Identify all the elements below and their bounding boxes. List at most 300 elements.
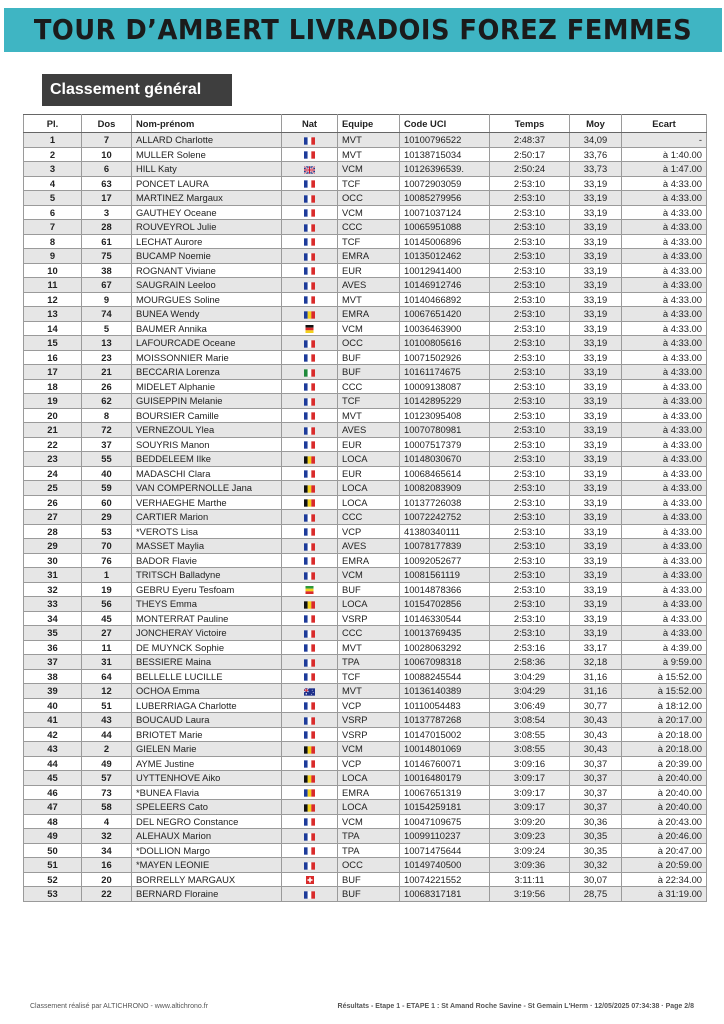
cell-time: 3:09:16 — [490, 756, 570, 771]
cell-name: BECCARIA Lorenza — [132, 365, 282, 380]
cell-gap: à 4:33.00 — [622, 539, 707, 554]
nationality-flag-icon — [282, 858, 338, 873]
table-header-row — [24, 115, 707, 133]
cell-time: 2:53:10 — [490, 423, 570, 438]
table-row — [24, 742, 707, 757]
cell-bib: 75 — [82, 249, 132, 264]
cell-time: 2:53:10 — [490, 307, 570, 322]
cell-bib: 56 — [82, 597, 132, 612]
cell-bib: 9 — [82, 292, 132, 307]
nationality-flag-icon — [282, 771, 338, 786]
cell-time: 2:53:10 — [490, 524, 570, 539]
cell-name: HILL Katy — [132, 162, 282, 177]
cell-average: 33,19 — [570, 379, 622, 394]
cell-gap: à 4:33.00 — [622, 626, 707, 641]
cell-name: BUNEA Wendy — [132, 307, 282, 322]
cell-name: MIDELET Alphanie — [132, 379, 282, 394]
table-row — [24, 481, 707, 496]
nationality-flag-icon — [282, 394, 338, 409]
cell-team: VSRP — [338, 727, 400, 742]
cell-name: SPELEERS Cato — [132, 800, 282, 815]
nationality-flag-icon — [282, 829, 338, 844]
cell-team: TCF — [338, 176, 400, 191]
cell-team: MVT — [338, 147, 400, 162]
cell-average: 33,19 — [570, 495, 622, 510]
cell-time: 3:09:23 — [490, 829, 570, 844]
cell-bib: 22 — [82, 887, 132, 902]
cell-gap: à 20:18.00 — [622, 727, 707, 742]
cell-name: PONCET LAURA — [132, 176, 282, 191]
cell-average: 33,19 — [570, 408, 622, 423]
cell-place: 28 — [24, 524, 82, 539]
cell-name: DEL NEGRO Constance — [132, 814, 282, 829]
table-row — [24, 713, 707, 728]
table-row — [24, 394, 707, 409]
cell-average: 33,76 — [570, 147, 622, 162]
cell-average: 30,43 — [570, 727, 622, 742]
cell-time: 3:09:36 — [490, 858, 570, 873]
cell-team: LOCA — [338, 495, 400, 510]
cell-name: MADASCHI Clara — [132, 466, 282, 481]
cell-time: 2:53:10 — [490, 205, 570, 220]
table-row — [24, 611, 707, 626]
nationality-flag-icon — [282, 350, 338, 365]
cell-average: 33,19 — [570, 176, 622, 191]
table-row — [24, 321, 707, 336]
table-row — [24, 423, 707, 438]
cell-team: VCP — [338, 698, 400, 713]
cell-gap: à 4:33.00 — [622, 568, 707, 583]
cell-average: 33,19 — [570, 626, 622, 641]
cell-uci-code: 10082083909 — [400, 481, 490, 496]
cell-team: EMRA — [338, 553, 400, 568]
cell-time: 3:06:49 — [490, 698, 570, 713]
cell-average: 33,19 — [570, 524, 622, 539]
cell-name: BEDDELEEM Ilke — [132, 452, 282, 467]
table-row — [24, 263, 707, 278]
cell-name: JONCHERAY Victoire — [132, 626, 282, 641]
cell-name: OCHOA Emma — [132, 684, 282, 699]
cell-time: 2:53:10 — [490, 234, 570, 249]
cell-gap: à 15:52.00 — [622, 669, 707, 684]
cell-gap: à 20:40.00 — [622, 800, 707, 815]
table-row — [24, 568, 707, 583]
cell-average: 33,19 — [570, 336, 622, 351]
cell-bib: 2 — [82, 742, 132, 757]
cell-average: 31,16 — [570, 669, 622, 684]
cell-place: 10 — [24, 263, 82, 278]
cell-bib: 72 — [82, 423, 132, 438]
nationality-flag-icon — [282, 785, 338, 800]
cell-uci-code: 10161174675 — [400, 365, 490, 380]
nationality-flag-icon — [282, 800, 338, 815]
cell-gap: à 4:33.00 — [622, 292, 707, 307]
nationality-flag-icon — [282, 524, 338, 539]
table-row — [24, 191, 707, 206]
cell-gap: à 20:40.00 — [622, 771, 707, 786]
cell-place: 17 — [24, 365, 82, 380]
cell-bib: 11 — [82, 640, 132, 655]
cell-place: 8 — [24, 234, 82, 249]
cell-place: 40 — [24, 698, 82, 713]
cell-average: 33,19 — [570, 539, 622, 554]
cell-bib: 57 — [82, 771, 132, 786]
cell-name: UYTTENHOVE Aiko — [132, 771, 282, 786]
cell-name: GUISEPPIN Melanie — [132, 394, 282, 409]
cell-time: 3:04:29 — [490, 684, 570, 699]
cell-name: GEBRU Eyeru Tesfoam — [132, 582, 282, 597]
cell-uci-code: 10081561119 — [400, 568, 490, 583]
cell-place: 51 — [24, 858, 82, 873]
cell-uci-code: 10126396539. — [400, 162, 490, 177]
cell-team: BUF — [338, 872, 400, 887]
cell-time: 2:50:17 — [490, 147, 570, 162]
cell-bib: 26 — [82, 379, 132, 394]
cell-team: OCC — [338, 858, 400, 873]
cell-name: SOUYRIS Manon — [132, 437, 282, 452]
cell-average: 33,19 — [570, 292, 622, 307]
cell-uci-code: 10123095408 — [400, 408, 490, 423]
cell-bib: 21 — [82, 365, 132, 380]
cell-uci-code: 10146760071 — [400, 756, 490, 771]
table-row — [24, 147, 707, 162]
cell-uci-code: 10100805616 — [400, 336, 490, 351]
cell-gap: à 1:40.00 — [622, 147, 707, 162]
column-header-time: Temps — [490, 115, 570, 133]
cell-bib: 3 — [82, 205, 132, 220]
cell-uci-code: 10071037124 — [400, 205, 490, 220]
cell-time: 3:08:54 — [490, 713, 570, 728]
cell-time: 3:08:55 — [490, 742, 570, 757]
table-row — [24, 597, 707, 612]
nationality-flag-icon — [282, 698, 338, 713]
nationality-flag-icon — [282, 321, 338, 336]
cell-place: 34 — [24, 611, 82, 626]
cell-gap: à 4:33.00 — [622, 365, 707, 380]
cell-uci-code: 10074221552 — [400, 872, 490, 887]
cell-time: 2:53:10 — [490, 379, 570, 394]
cell-time: 2:53:10 — [490, 263, 570, 278]
cell-place: 1 — [24, 133, 82, 148]
cell-bib: 23 — [82, 350, 132, 365]
cell-average: 33,19 — [570, 597, 622, 612]
nationality-flag-icon — [282, 887, 338, 902]
cell-bib: 60 — [82, 495, 132, 510]
cell-average: 33,19 — [570, 437, 622, 452]
cell-bib: 55 — [82, 452, 132, 467]
cell-time: 3:09:24 — [490, 843, 570, 858]
table-row — [24, 785, 707, 800]
cell-name: VERNEZOUL Ylea — [132, 423, 282, 438]
nationality-flag-icon — [282, 234, 338, 249]
table-row — [24, 249, 707, 264]
cell-uci-code: 10146912746 — [400, 278, 490, 293]
cell-uci-code: 10036463900 — [400, 321, 490, 336]
cell-average: 33,19 — [570, 611, 622, 626]
cell-time: 2:50:24 — [490, 162, 570, 177]
table-row — [24, 510, 707, 525]
cell-average: 33,19 — [570, 278, 622, 293]
cell-place: 6 — [24, 205, 82, 220]
cell-gap: à 4:33.00 — [622, 582, 707, 597]
cell-place: 19 — [24, 394, 82, 409]
table-row — [24, 307, 707, 322]
cell-average: 30,07 — [570, 872, 622, 887]
cell-team: MVT — [338, 684, 400, 699]
cell-time: 2:53:10 — [490, 336, 570, 351]
cell-time: 3:11:11 — [490, 872, 570, 887]
cell-team: LOCA — [338, 800, 400, 815]
cell-team: LOCA — [338, 771, 400, 786]
cell-gap: à 4:33.00 — [622, 321, 707, 336]
cell-name: LECHAT Aurore — [132, 234, 282, 249]
cell-bib: 59 — [82, 481, 132, 496]
cell-uci-code: 10099110237 — [400, 829, 490, 844]
cell-team: VSRP — [338, 611, 400, 626]
nationality-flag-icon — [282, 872, 338, 887]
cell-bib: 7 — [82, 133, 132, 148]
cell-place: 31 — [24, 568, 82, 583]
cell-place: 43 — [24, 742, 82, 757]
column-header-average: Moy — [570, 115, 622, 133]
cell-average: 33,19 — [570, 249, 622, 264]
cell-team: VSRP — [338, 713, 400, 728]
cell-team: VCM — [338, 814, 400, 829]
cell-team: CCC — [338, 220, 400, 235]
cell-average: 33,17 — [570, 640, 622, 655]
cell-average: 31,16 — [570, 684, 622, 699]
table-row — [24, 278, 707, 293]
cell-team: MVT — [338, 408, 400, 423]
cell-place: 9 — [24, 249, 82, 264]
cell-time: 2:53:10 — [490, 437, 570, 452]
cell-uci-code: 10136140389 — [400, 684, 490, 699]
footer-info: Résultats - Etape 1 - ETAPE 1 : St Amand Roche Savine - St Gemain L'Herm · 12/05/2025 07:34:38 · Page 2/8 — [337, 1003, 694, 1010]
table-row — [24, 452, 707, 467]
cell-bib: 64 — [82, 669, 132, 684]
nationality-flag-icon — [282, 408, 338, 423]
cell-gap: à 4:33.00 — [622, 510, 707, 525]
cell-team: EUR — [338, 263, 400, 278]
nationality-flag-icon — [282, 379, 338, 394]
cell-uci-code: 10145006896 — [400, 234, 490, 249]
table-row — [24, 408, 707, 423]
cell-time: 2:53:10 — [490, 278, 570, 293]
cell-place: 7 — [24, 220, 82, 235]
table-row — [24, 539, 707, 554]
cell-team: EMRA — [338, 785, 400, 800]
nationality-flag-icon — [282, 510, 338, 525]
cell-uci-code: 10137726038 — [400, 495, 490, 510]
cell-name: DE MUYNCK Sophie — [132, 640, 282, 655]
cell-gap: à 20:46.00 — [622, 829, 707, 844]
cell-place: 3 — [24, 162, 82, 177]
cell-name: MASSET Maylia — [132, 539, 282, 554]
cell-team: CCC — [338, 510, 400, 525]
cell-uci-code: 10138715034 — [400, 147, 490, 162]
table-row — [24, 872, 707, 887]
cell-average: 30,77 — [570, 698, 622, 713]
cell-time: 3:09:17 — [490, 771, 570, 786]
cell-gap: à 4:39.00 — [622, 640, 707, 655]
cell-team: TPA — [338, 829, 400, 844]
cell-place: 30 — [24, 553, 82, 568]
nationality-flag-icon — [282, 582, 338, 597]
cell-average: 34,09 — [570, 133, 622, 148]
cell-team: EMRA — [338, 249, 400, 264]
cell-time: 2:53:10 — [490, 408, 570, 423]
nationality-flag-icon — [282, 568, 338, 583]
cell-place: 11 — [24, 278, 82, 293]
cell-place: 49 — [24, 829, 82, 844]
cell-bib: 16 — [82, 858, 132, 873]
nationality-flag-icon — [282, 843, 338, 858]
cell-team: LOCA — [338, 452, 400, 467]
cell-uci-code: 10068317181 — [400, 887, 490, 902]
cell-average: 33,19 — [570, 394, 622, 409]
cell-place: 46 — [24, 785, 82, 800]
table-row — [24, 814, 707, 829]
cell-name: ROGNANT Viviane — [132, 263, 282, 278]
cell-place: 36 — [24, 640, 82, 655]
cell-gap: à 20:43.00 — [622, 814, 707, 829]
cell-gap: à 4:33.00 — [622, 408, 707, 423]
cell-place: 13 — [24, 307, 82, 322]
cell-name: BRIOTET Marie — [132, 727, 282, 742]
cell-place: 38 — [24, 669, 82, 684]
cell-uci-code: 10013769435 — [400, 626, 490, 641]
cell-name: MARTINEZ Margaux — [132, 191, 282, 206]
cell-gap: à 1:47.00 — [622, 162, 707, 177]
cell-place: 53 — [24, 887, 82, 902]
cell-place: 25 — [24, 481, 82, 496]
cell-average: 33,19 — [570, 191, 622, 206]
cell-uci-code: 10140466892 — [400, 292, 490, 307]
cell-name: AYME Justine — [132, 756, 282, 771]
cell-bib: 58 — [82, 800, 132, 815]
nationality-flag-icon — [282, 191, 338, 206]
cell-time: 3:09:17 — [490, 785, 570, 800]
cell-bib: 31 — [82, 655, 132, 670]
cell-team: LOCA — [338, 597, 400, 612]
cell-team: VCP — [338, 756, 400, 771]
header-banner — [4, 8, 722, 52]
nationality-flag-icon — [282, 655, 338, 670]
table-row — [24, 292, 707, 307]
cell-team: BUF — [338, 887, 400, 902]
cell-name: ALEHAUX Marion — [132, 829, 282, 844]
cell-uci-code: 10154702856 — [400, 597, 490, 612]
cell-name: BORRELLY MARGAUX — [132, 872, 282, 887]
cell-bib: 61 — [82, 234, 132, 249]
cell-name: *BUNEA Flavia — [132, 785, 282, 800]
cell-team: BUF — [338, 365, 400, 380]
cell-average: 33,19 — [570, 234, 622, 249]
cell-bib: 12 — [82, 684, 132, 699]
cell-average: 30,37 — [570, 771, 622, 786]
nationality-flag-icon — [282, 263, 338, 278]
cell-team: TCF — [338, 234, 400, 249]
cell-uci-code: 10028063292 — [400, 640, 490, 655]
cell-place: 41 — [24, 713, 82, 728]
column-header-nationality: Nat — [282, 115, 338, 133]
cell-place: 16 — [24, 350, 82, 365]
cell-gap: à 18:12.00 — [622, 698, 707, 713]
nationality-flag-icon — [282, 437, 338, 452]
nationality-flag-icon — [282, 756, 338, 771]
cell-time: 3:04:29 — [490, 669, 570, 684]
cell-gap: à 4:33.00 — [622, 466, 707, 481]
nationality-flag-icon — [282, 176, 338, 191]
cell-team: VCM — [338, 568, 400, 583]
cell-bib: 19 — [82, 582, 132, 597]
cell-uci-code: 10154259181 — [400, 800, 490, 815]
cell-uci-code: 10078177839 — [400, 539, 490, 554]
cell-time: 2:53:10 — [490, 292, 570, 307]
cell-time: 3:09:20 — [490, 814, 570, 829]
cell-time: 2:53:10 — [490, 394, 570, 409]
cell-average: 33,19 — [570, 452, 622, 467]
table-row — [24, 553, 707, 568]
table-row — [24, 887, 707, 902]
table-row — [24, 133, 707, 148]
cell-gap: - — [622, 133, 707, 148]
page-title: TOUR D’AMBERT LIVRADOIS FOREZ FEMMES — [33, 13, 693, 46]
nationality-flag-icon — [282, 278, 338, 293]
nationality-flag-icon — [282, 640, 338, 655]
cell-time: 2:53:10 — [490, 466, 570, 481]
cell-gap: à 4:33.00 — [622, 191, 707, 206]
nationality-flag-icon — [282, 553, 338, 568]
table-row — [24, 350, 707, 365]
cell-uci-code: 10070780981 — [400, 423, 490, 438]
cell-bib: 27 — [82, 626, 132, 641]
cell-name: MOURGUES Soline — [132, 292, 282, 307]
table-row — [24, 843, 707, 858]
cell-time: 2:53:10 — [490, 495, 570, 510]
cell-time: 2:53:10 — [490, 481, 570, 496]
cell-team: VCM — [338, 205, 400, 220]
cell-bib: 40 — [82, 466, 132, 481]
cell-bib: 6 — [82, 162, 132, 177]
cell-gap: à 4:33.00 — [622, 437, 707, 452]
cell-place: 20 — [24, 408, 82, 423]
nationality-flag-icon — [282, 495, 338, 510]
nationality-flag-icon — [282, 597, 338, 612]
cell-gap: à 4:33.00 — [622, 336, 707, 351]
cell-team: TCF — [338, 669, 400, 684]
table-row — [24, 640, 707, 655]
cell-uci-code: 10072242752 — [400, 510, 490, 525]
cell-gap: à 4:33.00 — [622, 495, 707, 510]
cell-gap: à 20:47.00 — [622, 843, 707, 858]
cell-gap: à 4:33.00 — [622, 263, 707, 278]
nationality-flag-icon — [282, 539, 338, 554]
cell-uci-code: 10016480179 — [400, 771, 490, 786]
nationality-flag-icon — [282, 481, 338, 496]
cell-team: EMRA — [338, 307, 400, 322]
nationality-flag-icon — [282, 220, 338, 235]
cell-bib: 28 — [82, 220, 132, 235]
cell-bib: 38 — [82, 263, 132, 278]
cell-team: CCC — [338, 379, 400, 394]
cell-place: 4 — [24, 176, 82, 191]
cell-name: GAUTHEY Oceane — [132, 205, 282, 220]
cell-bib: 76 — [82, 553, 132, 568]
cell-gap: à 31:19.00 — [622, 887, 707, 902]
cell-place: 27 — [24, 510, 82, 525]
cell-gap: à 22:34.00 — [622, 872, 707, 887]
